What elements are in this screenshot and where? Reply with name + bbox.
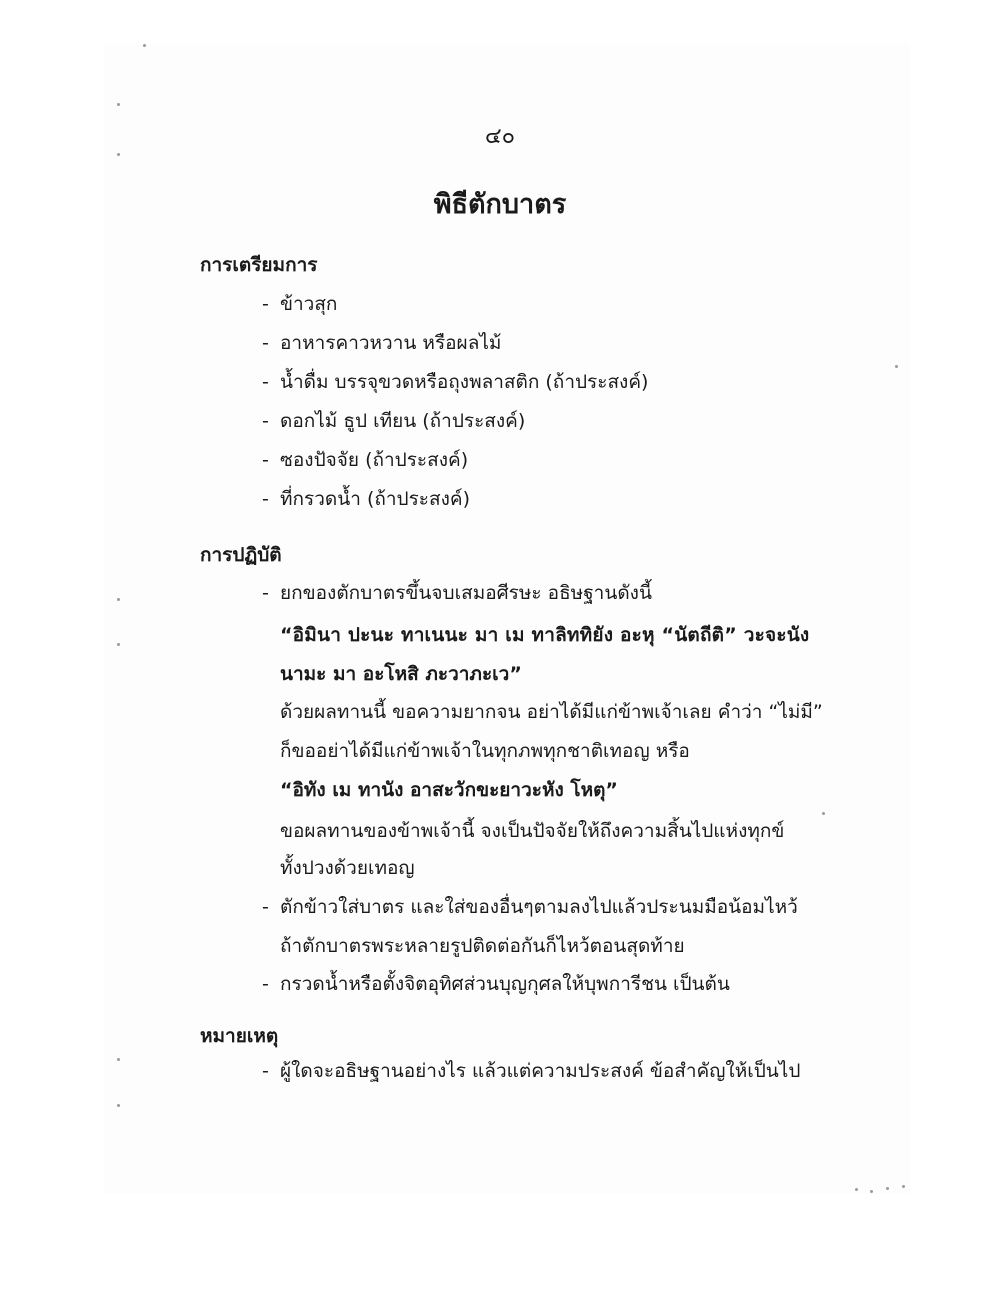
scan-speck bbox=[822, 812, 825, 815]
preparation-item bbox=[262, 406, 525, 436]
bullet: - bbox=[262, 896, 269, 918]
scan-speck bbox=[117, 598, 120, 601]
section-heading-practice: การปฏิบัติ bbox=[200, 544, 282, 566]
preparation-item bbox=[262, 484, 470, 514]
scan-speck bbox=[117, 153, 120, 156]
note-item bbox=[262, 1056, 800, 1086]
scan-speck bbox=[117, 643, 120, 646]
chant-line: “อิมินา ปะนะ ทาเนนะ มา เม ทาลิททิยัง อะหุ “นัตถีติ” วะจะนัง bbox=[280, 624, 810, 646]
practice-step-continuation: ถ้าตักบาตรพระหลายรูปติดต่อกันก็ไหว้ตอนสุดท้าย bbox=[280, 935, 685, 957]
scan-speck bbox=[117, 1104, 120, 1107]
preparation-item-text: น้ำดื่ม บรรจุขวดหรือถุงพลาสติก (ถ้าประสงค์) bbox=[280, 371, 649, 393]
preparation-item bbox=[262, 367, 648, 397]
bullet: - bbox=[262, 449, 269, 471]
page-title: พิธีตักบาตร bbox=[433, 189, 567, 220]
bullet: - bbox=[262, 1060, 269, 1082]
scan-speck bbox=[855, 1188, 858, 1191]
chant-line: นามะ มา อะโหสิ ภะวาภะเว” bbox=[280, 663, 522, 685]
scan-speck bbox=[117, 103, 120, 106]
page-number: ๔๐ bbox=[484, 124, 516, 149]
bullet: - bbox=[262, 332, 269, 354]
scan-speck bbox=[902, 1185, 905, 1188]
preparation-item-text: ดอกไม้ ธูป เทียน (ถ้าประสงค์) bbox=[280, 410, 526, 432]
scan-speck bbox=[143, 44, 146, 47]
scan-speck bbox=[870, 1190, 873, 1193]
preparation-item bbox=[262, 445, 468, 475]
preparation-item bbox=[262, 328, 501, 358]
scan-speck bbox=[895, 365, 898, 368]
note-item-text: ผู้ใดจะอธิษฐานอย่างไร แล้วแต่ความประสงค์ ข้อสำคัญให้เป็นไป bbox=[280, 1060, 801, 1082]
chant-line: “อิทัง เม ทานัง อาสะวักขะยาวะหัง โหตุ” bbox=[280, 779, 618, 801]
practice-step-text: ยกของตักบาตรขึ้นจบเสมอศีรษะ อธิษฐานดังนี้ bbox=[280, 582, 652, 604]
scan-speck bbox=[117, 1058, 120, 1061]
meaning-line: ด้วยผลทานนี้ ขอความยากจน อย่าได้มีแก่ข้าพเจ้าเลย คำว่า “ไม่มี” bbox=[280, 701, 823, 723]
bullet: - bbox=[262, 973, 269, 995]
preparation-item-text: ที่กรวดน้ำ (ถ้าประสงค์) bbox=[280, 488, 470, 510]
preparation-item-text: อาหารคาวหวาน หรือผลไม้ bbox=[280, 332, 502, 354]
section-heading-preparation: การเตรียมการ bbox=[200, 254, 318, 276]
meaning-line: ทั้งปวงด้วยเทอญ bbox=[280, 857, 415, 879]
preparation-item-text: ซองปัจจัย (ถ้าประสงค์) bbox=[280, 449, 469, 471]
preparation-item bbox=[262, 289, 337, 319]
practice-step bbox=[262, 578, 652, 608]
bullet: - bbox=[262, 582, 269, 604]
section-heading-note: หมายเหตุ bbox=[200, 1025, 279, 1047]
preparation-item-text: ข้าวสุก bbox=[280, 293, 338, 315]
bullet: - bbox=[262, 410, 269, 432]
scan-speck bbox=[886, 1187, 889, 1190]
bullet: - bbox=[262, 488, 269, 510]
practice-step-text: กรวดน้ำหรือตั้งจิตอุทิศส่วนบุญกุศลให้บุพการีชน เป็นต้น bbox=[280, 973, 730, 995]
meaning-line: ขอผลทานของข้าพเจ้านี้ จงเป็นปัจจัยให้ถึงความสิ้นไปแห่งทุกข์ bbox=[280, 820, 785, 842]
meaning-line: ก็ขออย่าได้มีแก่ข้าพเจ้าในทุกภพทุกชาติเทอญ หรือ bbox=[280, 740, 690, 762]
bullet: - bbox=[262, 293, 269, 315]
bullet: - bbox=[262, 371, 269, 393]
practice-step bbox=[262, 892, 798, 922]
practice-step-text: ตักข้าวใส่บาตร และใส่ของอื่นๆตามลงไปแล้วประนมมือน้อมไหว้ bbox=[280, 896, 798, 918]
practice-step bbox=[262, 969, 730, 999]
